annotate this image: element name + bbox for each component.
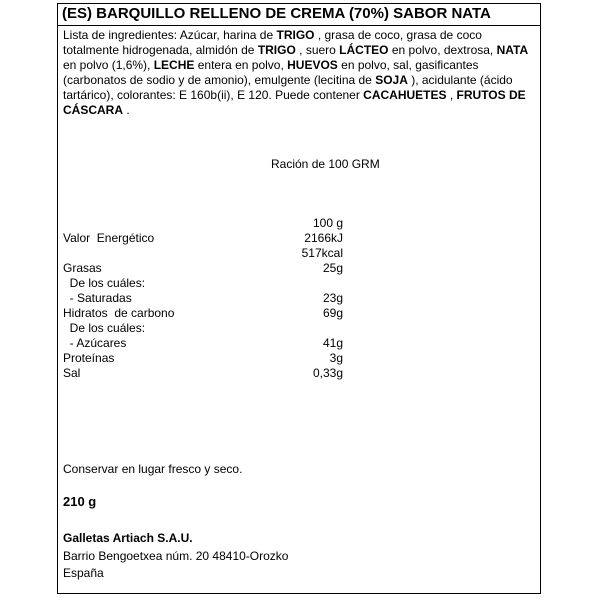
nutrition-value: 69g xyxy=(322,306,343,320)
net-weight: 210 g xyxy=(63,494,97,509)
ingredient-text: Lista de ingredientes: Azúcar, harina de xyxy=(63,28,277,42)
address-line: Barrio Bengoetxea núm. 20 48410-Orozko xyxy=(63,549,289,563)
ingredient-text: , suero xyxy=(295,43,340,58)
nutrition-row xyxy=(63,261,533,276)
nutrition-row xyxy=(63,216,533,231)
nutrition-row xyxy=(63,276,533,291)
nutrition-label: Sal xyxy=(63,366,81,380)
ingredients-list xyxy=(63,28,533,119)
ingredient-text: , xyxy=(446,88,457,103)
label-frame xyxy=(57,3,541,594)
ingredient-text: entera en polvo, xyxy=(194,58,288,73)
nutrition-row xyxy=(63,336,533,351)
ingredient-text: en polvo (1,6%), xyxy=(63,58,154,73)
nutrition-row xyxy=(63,351,533,366)
storage-note: Conservar en lugar fresco y seco. xyxy=(63,462,243,476)
ingredient-text: en polvo, sal, gasificantes (carbonatos de sodio y de amonio), emulgente (lecitina de xyxy=(63,58,479,88)
company-name: Galletas Artiach S.A.U. xyxy=(63,531,193,545)
nutrition-row xyxy=(63,291,533,306)
nutrition-value: 25g xyxy=(322,261,343,275)
nutrition-value: 517kcal xyxy=(301,246,343,260)
allergen: SOJA xyxy=(375,73,408,88)
allergen: FRUTOS DE CÁSCARA xyxy=(63,88,526,118)
address-country: España xyxy=(63,566,104,580)
nutrition-value: 23g xyxy=(322,291,343,305)
allergen: CACAHUETES xyxy=(363,88,447,103)
product-title: (ES) BARQUILLO RELLENO DE CREMA (70%) SABOR NATA xyxy=(58,4,540,26)
nutrition-row xyxy=(63,231,533,246)
nutrition-label: Hidratos de carbono xyxy=(63,306,175,320)
nutrition-label: - Saturadas xyxy=(63,291,132,305)
nutrition-label: De los cuáles: xyxy=(63,321,146,335)
ration-header: Ración de 100 GRM xyxy=(271,157,380,171)
nutrition-label: - Azúcares xyxy=(63,336,127,350)
nutrition-label: Proteínas xyxy=(63,351,115,365)
ingredient-text: en polvo, dextrosa, xyxy=(388,43,497,58)
nutrition-label: De los cuáles: xyxy=(63,276,146,290)
ingredient-text: ), acidulante (ácido tartárico), colorantes: E 160b(ii), E 120. Puede contener xyxy=(63,73,513,103)
allergen: HUEVOS xyxy=(287,58,338,73)
allergen: LÁCTEO xyxy=(339,43,389,58)
nutrition-value: 41g xyxy=(322,336,343,350)
nutrition-row xyxy=(63,321,533,336)
allergen: NATA xyxy=(496,43,529,58)
nutrition-value: 0,33g xyxy=(312,366,343,380)
allergen: TRIGO xyxy=(257,43,296,58)
ingredient-text: . xyxy=(123,103,130,118)
nutrition-row xyxy=(63,246,533,261)
nutrition-label: Valor Energético xyxy=(63,231,155,245)
allergen: LECHE xyxy=(153,58,195,73)
nutrition-value: 100 g xyxy=(312,216,343,230)
nutrition-row xyxy=(63,366,533,381)
allergen: TRIGO xyxy=(276,28,315,42)
ingredient-text: , grasa de coco, grasa de coco totalmente hidrogenada, almidón de xyxy=(63,28,482,58)
nutrition-value: 3g xyxy=(329,351,343,365)
nutrition-value: 2166kJ xyxy=(304,231,343,245)
nutrition-label: Grasas xyxy=(63,261,102,275)
nutrition-row xyxy=(63,306,533,321)
